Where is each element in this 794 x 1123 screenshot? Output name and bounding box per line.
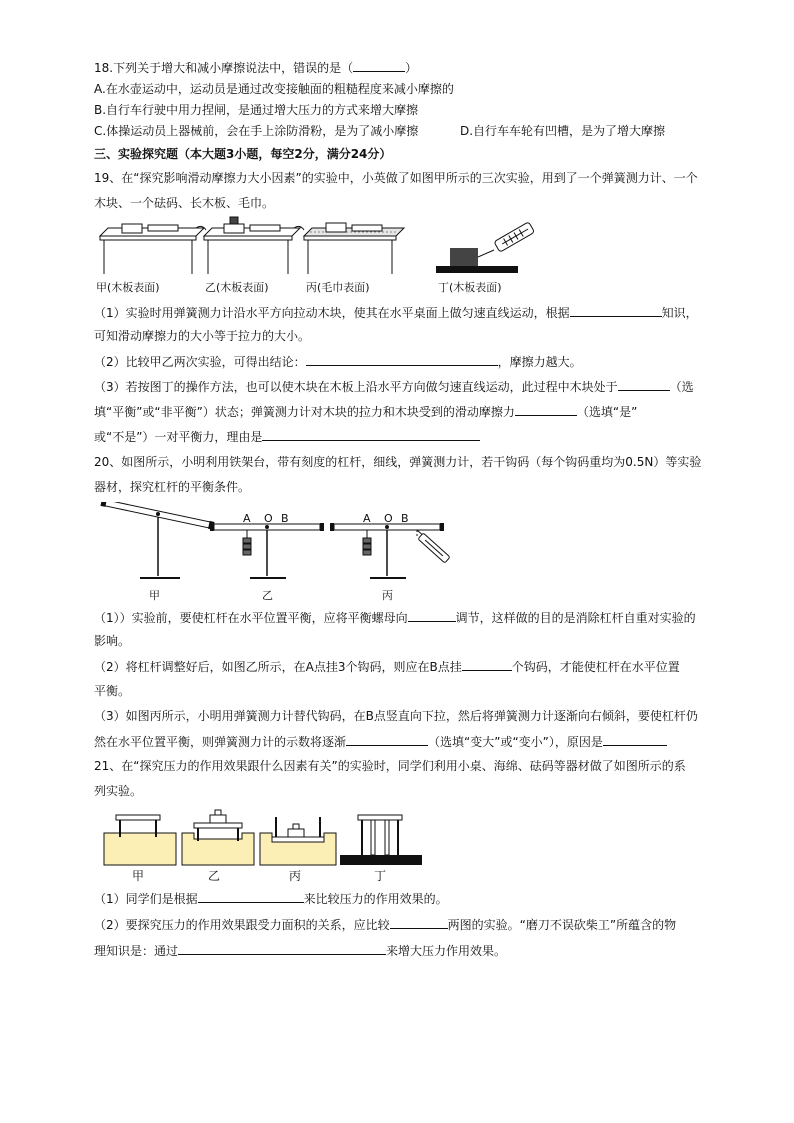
lever-setup-bing: [330, 523, 450, 578]
q20-label-b-bing: B: [401, 512, 409, 525]
q21-pressure-figures: [102, 805, 424, 869]
q19-part1-cont: 可知滑动摩擦力的大小等于拉力的大小。: [94, 329, 311, 343]
q20-part3-cont: 然在水平位置平衡，则弹簧测力计的示数将逐渐 （选填“变大”或“变小”），原因是: [94, 733, 667, 750]
q20-part2-cont: 平衡。: [94, 684, 131, 698]
q20-caption-bing: 丙: [382, 589, 393, 602]
q21-part2-cont: 理知识是：通过 来增大压力作用效果。: [94, 944, 507, 958]
q21-caption-jia: 甲: [132, 869, 145, 883]
q18-option-b: B.自行车行驶中用力捏闸，是通过增大压力的方式来增大摩擦: [94, 103, 419, 117]
q19-part3-reason: 或“不是”）一对平衡力，理由是: [94, 428, 480, 445]
q20-part2: （2）将杠杆调整好后，如图乙所示，在A点挂3个钩码，则应在B点挂 个钩码，才能使杠杆在水平位置: [94, 660, 680, 674]
q20-label-o-yi: O: [264, 512, 273, 525]
q18-option-c: C.体操运动员上器械前，会在手上涂防滑粉，是为了减小摩擦: [94, 124, 419, 138]
friction-setup-jia: [100, 224, 206, 274]
q21-intro-line1: 21、在“探究压力的作用效果跟什么因素有关”的实验时，同学们利用小桌、海绵、砝码等器材做了如图所示的系: [94, 759, 686, 773]
q21-intro-line2: 列实验。: [94, 784, 143, 798]
friction-setup-bing: [304, 223, 404, 274]
lever-setup-yi: [210, 523, 324, 578]
q20-part3: （3）如图丙所示，小明用弹簧测力计替代钩码，在B点竖直向下拉，然后将弹簧测力计逐渐向右倾斜，要使杠杆仍: [94, 709, 698, 723]
q20-intro-line1: 20、如图所示，小明利用铁架台，带有刻度的杠杆，细线，弹簧测力计，若干钩码（每个钩码重均为0.5N）等实验: [94, 455, 702, 469]
q21-part2: （2）要探究压力的作用效果跟受力面积的关系，应比较 两图的实验。“磨刀不误砍柴工”所蕴含的物: [94, 918, 677, 932]
lever-setup-jia: [100, 502, 214, 578]
q20-intro-line2: 器材，探究杠杆的平衡条件。: [94, 480, 251, 494]
q19-part3-cont: 填“平衡”或“非平衡”）状态；弹簧测力计对木块的拉力和木块受到的滑动摩擦力 （选填“是”: [94, 405, 638, 419]
pressure-setup-yi: [182, 810, 254, 865]
q19-intro-line2: 木块、一个砝码、长木板、毛巾。: [94, 196, 275, 210]
q21-caption-bing: 丙: [289, 869, 302, 883]
q20-caption-yi: 乙: [262, 589, 273, 602]
q18-option-a: A.在水壶运动中，运动员是通过改变接触面的粗糙程度来减小摩擦的: [94, 82, 454, 96]
q19-caption-yi: 乙(木板表面): [205, 281, 269, 294]
q19-friction-figures: [96, 214, 546, 278]
friction-setup-yi: [204, 217, 304, 274]
q19-intro-line1: 19、在“探究影响滑动摩擦力大小因素”的实验中，小英做了如图甲所示的三次实验，用到了一个弹簧测力计、一个: [94, 171, 698, 185]
pressure-setup-bing: [260, 817, 336, 865]
q19-part1: （1）实验时用弹簧测力计沿水平方向拉动木块，使其在水平桌面上做匀速直线运动，根据 知识，: [94, 306, 698, 320]
q20-caption-jia: 甲: [149, 589, 160, 602]
q18-option-d: D.自行车车轮有凹槽，是为了增大摩擦: [460, 124, 666, 138]
q19-caption-ding: 丁(木板表面): [438, 281, 502, 294]
q19-caption-jia: 甲(木板表面): [96, 281, 160, 294]
pressure-setup-ding: [340, 815, 422, 865]
pressure-setup-jia: [104, 815, 176, 865]
q21-part1: （1）同学们是根据 来比较压力的作用效果的。: [94, 892, 448, 906]
q19-part2: （2）比较甲乙两次实验，可得出结论： ，摩擦力越大。: [94, 355, 582, 369]
q20-label-a-bing: A: [363, 512, 371, 525]
q20-label-b-yi: B: [281, 512, 289, 525]
q19-caption-bing: 丙(毛巾表面): [306, 281, 370, 294]
friction-setup-ding: [436, 222, 535, 273]
q21-caption-ding: 丁: [374, 869, 387, 883]
q20-label-o-bing: O: [384, 512, 393, 525]
q18-stem: 18.下列关于增大和减小摩擦说法中，错误的是（ ）: [94, 61, 418, 75]
q19-part3: （3）若按图丁的操作方法，也可以使木块在木板上沿水平方向做匀速直线运动，此过程中木块处于 （选: [94, 380, 694, 394]
q20-part1: （1））实验前，要使杠杆在水平位置平衡，应将平衡螺母向 调节，这样做的目的是消除杠杆自重对实验的: [94, 611, 696, 625]
q20-label-a-yi: A: [243, 512, 251, 525]
q21-caption-yi: 乙: [208, 869, 221, 883]
section-heading: 三、实验探究题（本大题3小题，每空2分，满分24分）: [94, 147, 392, 161]
q20-part1-cont: 影响。: [94, 634, 131, 648]
